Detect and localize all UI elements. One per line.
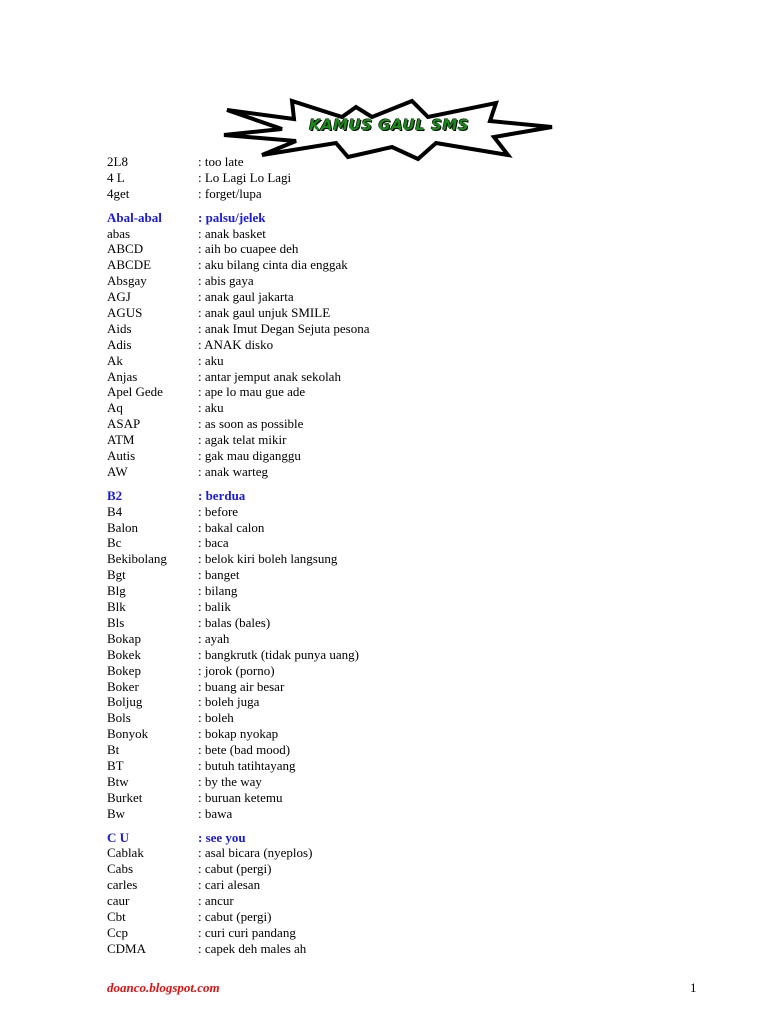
- glossary-entry: [107, 567, 607, 583]
- glossary-entry: [107, 226, 607, 242]
- entry-term: 2L8: [107, 154, 128, 169]
- entry-definition: : baca: [198, 535, 229, 551]
- entry-definition: : aku: [198, 352, 224, 368]
- entry-definition: : agak telat mikir: [198, 432, 287, 448]
- page-number: 1: [690, 980, 697, 995]
- entry-term: Blk: [107, 599, 126, 615]
- entry-term: Bw: [107, 805, 126, 821]
- entry-definition: : buang air besar: [198, 678, 285, 694]
- glossary-entry: [107, 464, 607, 480]
- entry-definition: : balas (bales): [198, 614, 271, 630]
- entry-term: Blg: [107, 583, 126, 599]
- entry-definition: : jorok (porno): [198, 662, 275, 678]
- section-heading-entry: [107, 210, 607, 226]
- entry-definition: : banget: [198, 567, 240, 583]
- entry-definition: : gak mau diganggu: [198, 448, 301, 464]
- entry-definition: : bangkrutk (tidak punya uang): [198, 646, 360, 662]
- entry-term: Aq: [107, 400, 123, 416]
- glossary-entry: [107, 694, 607, 710]
- glossary-entry: [107, 353, 607, 369]
- entry-term: BT: [107, 757, 124, 773]
- entry-term: Apel Gede: [107, 384, 163, 400]
- glossary-entry: [107, 186, 607, 202]
- entry-definition: : antar jemput anak sekolah: [198, 368, 341, 384]
- entry-term: B4: [107, 503, 123, 519]
- entry-term: caur: [107, 893, 130, 909]
- entry-definition: : anak gaul unjuk SMILE: [198, 305, 331, 321]
- entry-definition: : ayah: [198, 630, 230, 646]
- entry-term: Burket: [107, 789, 143, 805]
- glossary-entry: [107, 448, 607, 464]
- entry-term: Bls: [107, 614, 125, 630]
- entry-definition: : asal bicara (nyeplos): [198, 845, 313, 861]
- glossary-entry: [107, 369, 607, 385]
- entry-definition: : balik: [198, 599, 231, 615]
- entry-term: Bokep: [107, 662, 141, 678]
- glossary-entry: [107, 432, 607, 448]
- entry-definition: : forget/lupa: [198, 185, 262, 201]
- glossary-entry: [107, 647, 607, 663]
- glossary-entry: [107, 663, 607, 679]
- entry-term: AGUS: [107, 305, 143, 321]
- entry-term: C U: [107, 829, 130, 845]
- entry-definition: : bakal calon: [198, 519, 265, 535]
- entry-term: Cbt: [107, 908, 126, 924]
- entry-term: Absgay: [107, 273, 147, 289]
- glossary-entry: [107, 710, 607, 726]
- entry-definition: : boleh: [198, 710, 234, 726]
- entry-term: Bgt: [107, 567, 126, 583]
- entry-term: Adis: [107, 336, 132, 352]
- entry-term: Boker: [107, 678, 139, 694]
- glossary-entry: [107, 520, 607, 536]
- entry-term: Bokek: [107, 646, 141, 662]
- entry-definition: : berdua: [198, 487, 246, 503]
- entry-definition: : ANAK disko: [198, 336, 274, 352]
- glossary-entry: [107, 861, 607, 877]
- entry-term: Aids: [107, 320, 132, 336]
- glossary-entry: [107, 726, 607, 742]
- entry-definition: : capek deh males ah: [198, 940, 307, 956]
- entry-term: Balon: [107, 519, 139, 535]
- glossary-entry: [107, 925, 607, 941]
- entry-definition: : aku bilang cinta dia enggak: [198, 257, 348, 273]
- glossary-entry: [107, 877, 607, 893]
- entry-term: ABCDE: [107, 257, 152, 273]
- entry-definition: : by the way: [198, 773, 262, 789]
- entry-definition: : boleh juga: [198, 694, 260, 710]
- entry-definition: : ape lo mau gue ade: [198, 384, 306, 400]
- section-heading-entry: [107, 830, 607, 846]
- glossary-list: [107, 154, 607, 957]
- glossary-entry: [107, 615, 607, 631]
- entry-definition: : cabut (pergi): [198, 908, 272, 924]
- entry-term: carles: [107, 877, 138, 893]
- entry-definition: : before: [198, 503, 239, 519]
- entry-term: Abal-abal: [107, 209, 162, 225]
- glossary-entry: [107, 535, 607, 551]
- entry-definition: : see you: [198, 829, 246, 845]
- entry-definition: : anak gaul jakarta: [198, 289, 294, 305]
- glossary-entry: [107, 257, 607, 273]
- glossary-entry: [107, 273, 607, 289]
- glossary-entry: [107, 504, 607, 520]
- entry-term: Autis: [107, 448, 136, 464]
- entry-term: Anjas: [107, 368, 138, 384]
- glossary-entry: [107, 305, 607, 321]
- entry-term: AW: [107, 463, 128, 479]
- glossary-entry: [107, 170, 607, 186]
- glossary-entry: [107, 599, 607, 615]
- glossary-entry: [107, 241, 607, 257]
- glossary-entry: [107, 154, 607, 170]
- glossary-entry: [107, 400, 607, 416]
- entry-definition: : aih bo cuapee deh: [198, 241, 299, 257]
- entry-term: ATM: [107, 432, 135, 448]
- entry-term: CDMA: [107, 940, 147, 956]
- entry-definition: : bokap nyokap: [198, 726, 279, 742]
- entry-definition: : Lo Lagi Lo Lagi: [198, 169, 292, 185]
- entry-term: AGJ: [107, 289, 131, 305]
- entry-definition: : palsu/jelek: [198, 209, 266, 225]
- glossary-entry: [107, 909, 607, 925]
- entry-term: Bokap: [107, 630, 141, 646]
- entry-term: abas: [107, 225, 131, 241]
- glossary-entry: [107, 758, 607, 774]
- glossary-entry: [107, 289, 607, 305]
- entry-definition: : anak Imut Degan Sejuta pesona: [198, 320, 370, 336]
- glossary-entry: [107, 845, 607, 861]
- entry-definition: : cari alesan: [198, 877, 261, 893]
- entry-definition: : cabut (pergi): [198, 861, 272, 877]
- entry-definition: : as soon as possible: [198, 416, 304, 432]
- glossary-entry: [107, 583, 607, 599]
- glossary-entry: [107, 551, 607, 567]
- glossary-entry: [107, 806, 607, 822]
- glossary-entry: [107, 742, 607, 758]
- entry-term: Ak: [107, 352, 123, 368]
- glossary-entry: [107, 790, 607, 806]
- glossary-entry: [107, 631, 607, 647]
- entry-term: Bekibolang: [107, 551, 167, 567]
- section-heading-entry: [107, 488, 607, 504]
- entry-term: Bols: [107, 710, 131, 726]
- entry-term: 4 L: [107, 169, 125, 185]
- glossary-entry: [107, 679, 607, 695]
- entry-definition: : abis gaya: [198, 273, 254, 289]
- glossary-entry: [107, 893, 607, 909]
- entry-term: Boljug: [107, 694, 143, 710]
- glossary-entry: [107, 321, 607, 337]
- glossary-entry: [107, 384, 607, 400]
- entry-definition: : belok kiri boleh langsung: [198, 551, 338, 567]
- entry-definition: : too late: [198, 154, 244, 169]
- entry-term: B2: [107, 487, 123, 503]
- entry-definition: : bawa: [198, 805, 233, 821]
- entry-definition: : curi curi pandang: [198, 924, 296, 940]
- entry-definition: : buruan ketemu: [198, 789, 283, 805]
- entry-term: Cablak: [107, 845, 144, 861]
- footer-site-link[interactable]: doanco.blogspot.com: [107, 980, 220, 995]
- entry-term: 4get: [107, 185, 130, 201]
- entry-term: Bc: [107, 535, 122, 551]
- entry-definition: : ancur: [198, 893, 234, 909]
- entry-term: Ccp: [107, 924, 128, 940]
- glossary-entry: [107, 774, 607, 790]
- page-title: KAMUS GAUL SMS: [308, 116, 470, 134]
- glossary-entry: [107, 337, 607, 353]
- entry-definition: : anak warteg: [198, 463, 269, 479]
- entry-definition: : butuh tatihtayang: [198, 757, 296, 773]
- entry-term: Bonyok: [107, 726, 149, 742]
- entry-term: ASAP: [107, 416, 141, 432]
- entry-term: Cabs: [107, 861, 133, 877]
- entry-definition: : anak basket: [198, 225, 266, 241]
- entry-term: ABCD: [107, 241, 144, 257]
- entry-term: Btw: [107, 773, 129, 789]
- entry-definition: : bilang: [198, 583, 238, 599]
- glossary-entry: [107, 941, 607, 957]
- entry-term: Bt: [107, 742, 120, 758]
- glossary-entry: [107, 416, 607, 432]
- entry-definition: : bete (bad mood): [198, 742, 291, 758]
- entry-definition: : aku: [198, 400, 224, 416]
